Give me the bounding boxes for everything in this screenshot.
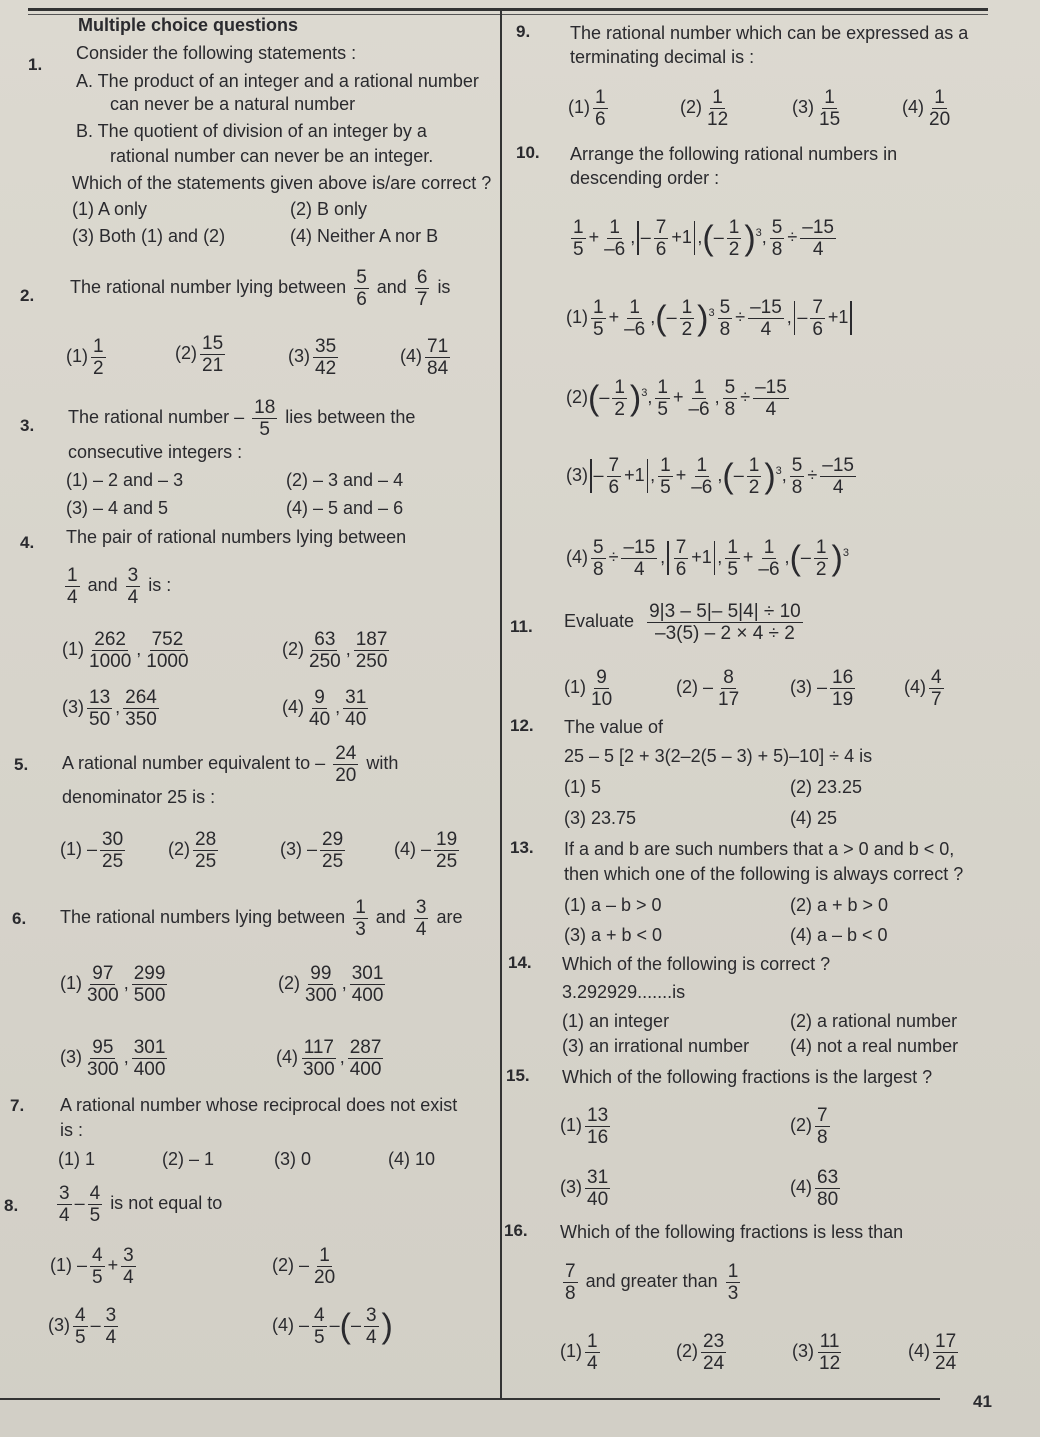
- option-1[interactable]: (1) 1: [58, 1149, 96, 1169]
- option-2[interactable]: (2) $\frac{23}{24}$: [676, 1330, 725, 1374]
- option-1[interactable]: (1) an integer: [562, 1011, 670, 1031]
- question-number: 8.: [4, 1196, 19, 1215]
- option-3[interactable]: (3) 23.75: [564, 808, 637, 828]
- question-number: 16.: [504, 1221, 528, 1240]
- option-4[interactable]: (4) $\frac{17}{24}$: [908, 1330, 957, 1374]
- option-3[interactable]: (3) $\frac{95}{300}$ , $\frac{301}{400}$: [60, 1036, 166, 1080]
- option-3[interactable]: (3) $\frac{1}{15}$: [792, 86, 841, 130]
- option-1[interactable]: (1) $\frac{1}{5}$ + $\frac{1}{-6}$ ,(– $\frac{1}{2}$ )$^3$ $\frac{5}{8}$ ÷ $\frac{-15}{4}$ , – $\frac{7}{6}$ +1: [566, 290, 854, 340]
- question-stem-cont: terminating decimal is :: [570, 47, 755, 67]
- expression-list: $\frac{1}{5}$ + $\frac{1}{-6}$ , – $\frac{7}{6}$ +1 ,(– $\frac{1}{2}$ )$^3$, $\frac{5}{8}$ ÷ $\frac{-15}{4}$: [573, 216, 834, 260]
- option-4[interactable]: (4) $\frac{71}{84}$: [400, 335, 449, 379]
- option-1[interactable]: (1) $\frac{9}{10}$: [564, 666, 613, 710]
- question-stem-cont: then which one of the following is always correct ?: [564, 864, 964, 884]
- column-divider: [500, 10, 502, 1400]
- option-1[interactable]: (1) $\frac{1}{2}$: [66, 335, 104, 379]
- question-stem: The pair of rational numbers lying between: [66, 527, 407, 547]
- question-number: 2.: [20, 286, 35, 305]
- option-4[interactable]: (4) 10: [388, 1149, 436, 1169]
- option-2[interactable]: (2) – $\frac{8}{17}$: [676, 666, 740, 710]
- question-number: 15.: [506, 1066, 530, 1085]
- question-stem: Consider the following statements :: [76, 43, 357, 63]
- option-2[interactable]: (2) B only: [290, 199, 368, 219]
- question-stem-cont: descending order :: [570, 168, 720, 188]
- question-stem: The rational number lying between $\frac{5}{6}$ and $\frac{6}{7}$ is: [70, 266, 451, 310]
- question-stem: The value of: [564, 717, 664, 737]
- option-2[interactable]: (2) – $\frac{1}{20}$: [272, 1244, 336, 1288]
- question-stem-cont: is :: [60, 1120, 84, 1140]
- option-1[interactable]: (1) $\frac{1}{4}$: [560, 1330, 598, 1374]
- fraction: $\frac{6}{7}$: [416, 266, 428, 310]
- option-3[interactable]: (3) – $\frac{7}{6}$ +1 , $\frac{1}{5}$ + $\frac{1}{-6}$ ,(– $\frac{1}{2}$ )$^3$, $\frac{5}{8}$ ÷ $\frac{-15}{4}$: [566, 454, 854, 498]
- option-1[interactable]: (1) – $\frac{4}{5}$ + $\frac{3}{4}$: [50, 1244, 134, 1288]
- option-3[interactable]: (3) $\frac{13}{50}$ , $\frac{264}{350}$: [62, 686, 157, 730]
- option-3[interactable]: (3) a + b < 0: [564, 925, 663, 945]
- option-2[interactable]: (2) $\frac{15}{21}$: [175, 332, 224, 376]
- bottom-rule: [0, 1398, 940, 1400]
- option-4[interactable]: (4) $\frac{4}{7}$: [904, 666, 942, 710]
- option-4[interactable]: (4) – $\frac{19}{25}$: [394, 828, 458, 872]
- option-1[interactable]: (1) A only: [72, 199, 148, 219]
- question-number: 7.: [10, 1096, 25, 1115]
- question-number: 13.: [510, 838, 534, 857]
- question-stem: The rational number which can be expressed as a: [570, 23, 969, 43]
- option-2[interactable]: (2) – 3 and – 4: [286, 470, 404, 490]
- question-stem: A rational number equivalent to – $\frac{24}{20}$ with: [62, 742, 399, 786]
- statement-b: B. The quotient of division of an integer by a: [76, 121, 427, 141]
- option-3[interactable]: (3) – $\frac{29}{25}$: [280, 828, 344, 872]
- option-1[interactable]: (1) a – b > 0: [564, 895, 662, 915]
- question-number: 11.: [510, 617, 533, 636]
- option-4[interactable]: (4) a – b < 0: [790, 925, 888, 945]
- question-number: 6.: [12, 909, 27, 928]
- question-number: 4.: [20, 533, 35, 552]
- fraction: $\frac{5}{6}$: [356, 266, 367, 310]
- question-number: 12.: [510, 716, 534, 735]
- option-2[interactable]: (2) $\frac{63}{250}$ , $\frac{187}{250}$: [282, 628, 388, 672]
- question-stem: A rational number whose reciprocal does not exist: [60, 1095, 458, 1115]
- option-4[interactable]: (4) 25: [790, 808, 838, 828]
- question-number: 3.: [20, 416, 35, 435]
- option-2[interactable]: (2) $\frac{28}{25}$: [168, 828, 217, 872]
- question-stem-cont: 3.292929.......is: [562, 982, 686, 1002]
- question-number: 10.: [516, 143, 540, 162]
- option-1[interactable]: (1) – $\frac{30}{25}$: [60, 828, 124, 872]
- question-ask: Which of the statements given above is/are correct ?: [72, 173, 492, 193]
- option-2[interactable]: (2) – 1: [162, 1149, 215, 1169]
- question-stem: Which of the following fractions is the largest ?: [562, 1067, 933, 1087]
- question-stem-cont: $\frac{1}{4}$ and $\frac{3}{4}$ is :: [67, 564, 172, 608]
- option-2[interactable]: (2) $\frac{1}{12}$: [680, 86, 729, 130]
- option-4[interactable]: (4) Neither A nor B: [290, 226, 439, 246]
- option-2[interactable]: (2)(– $\frac{1}{2}$ )$^3$, $\frac{1}{5}$ + $\frac{1}{-6}$ , $\frac{5}{8}$ ÷ $\frac{-15}{4}$: [566, 376, 787, 420]
- option-1[interactable]: (1) $\frac{1}{6}$: [568, 86, 606, 130]
- question-number: 1.: [28, 55, 43, 74]
- option-2[interactable]: (2) $\frac{7}{8}$: [790, 1104, 828, 1148]
- option-1[interactable]: (1) – 2 and – 3: [66, 470, 184, 490]
- statement-a: A. The product of an integer and a rational number: [76, 71, 479, 91]
- option-3[interactable]: (3) – $\frac{16}{19}$: [790, 666, 854, 710]
- question-stem-cont: consecutive integers :: [68, 442, 243, 462]
- question-stem: Which of the following fractions is less than: [560, 1222, 904, 1242]
- option-2[interactable]: (2) 23.25: [790, 777, 863, 797]
- option-1[interactable]: (1) $\frac{97}{300}$ , $\frac{299}{500}$: [60, 962, 166, 1006]
- option-3[interactable]: (3) an irrational number: [562, 1036, 750, 1056]
- option-1[interactable]: (1) 5: [564, 777, 602, 797]
- option-3[interactable]: (3) $\frac{4}{5}$ – $\frac{3}{4}$: [48, 1304, 117, 1348]
- option-4[interactable]: (4) $\frac{63}{80}$: [790, 1166, 839, 1210]
- option-4[interactable]: (4) $\frac{1}{20}$: [902, 86, 951, 130]
- option-2[interactable]: (2) $\frac{99}{300}$ , $\frac{301}{400}$: [278, 962, 384, 1006]
- option-3[interactable]: (3) $\frac{31}{40}$: [560, 1166, 609, 1210]
- question-number: 5.: [14, 755, 29, 774]
- option-3[interactable]: (3) $\frac{35}{42}$: [288, 335, 337, 379]
- option-3[interactable]: (3) $\frac{11}{12}$: [792, 1330, 841, 1374]
- option-4[interactable]: (4) – $\frac{4}{5}$ –(– $\frac{3}{4}$ ): [272, 1304, 393, 1348]
- option-3[interactable]: (3) 0: [274, 1149, 312, 1169]
- option-4[interactable]: (4) $\frac{117}{300}$ , $\frac{287}{400}$: [276, 1036, 382, 1080]
- page-number: 41: [973, 1392, 992, 1411]
- question-stem-cont: $\frac{7}{8}$ and greater than $\frac{1}{3}$: [565, 1260, 739, 1304]
- question-stem: Arrange the following rational numbers in: [570, 144, 898, 164]
- expression: 25 – 5 [2 + 3(2–2(5 – 3) + 5)–10] ÷ 4 is: [564, 746, 873, 766]
- question-stem: Evaluate $\frac{9|3 - 5|- 5|4| \div 10}{-3(5) - 2 \times 4 \div 2}$: [564, 600, 801, 644]
- option-4[interactable]: (4) $\frac{5}{8}$ ÷ $\frac{-15}{4}$ , $\frac{7}{6}$ +1 , $\frac{1}{5}$ + $\frac{1}{-6}$ ,(– $\frac{1}{2}$ )$^3$: [566, 536, 849, 580]
- section-title: Multiple choice questions: [78, 15, 299, 35]
- question-number: 14.: [508, 953, 532, 972]
- option-3[interactable]: (3) Both (1) and (2): [72, 226, 226, 246]
- question-stem: $\frac{3}{4}$ – $\frac{4}{5}$ is not equal to: [59, 1182, 223, 1226]
- option-4[interactable]: (4) not a real number: [790, 1036, 959, 1056]
- option-1[interactable]: (1) $\frac{262}{1000}$ , $\frac{752}{1000}$: [62, 628, 189, 672]
- option-3[interactable]: (3) – 4 and 5: [66, 498, 169, 518]
- question-number: 9.: [516, 22, 531, 41]
- question-stem: Which of the following is correct ?: [562, 954, 831, 974]
- question-stem-cont: denominator 25 is :: [62, 787, 216, 807]
- fraction: $\frac{18}{5}$: [254, 396, 276, 440]
- option-1[interactable]: (1) $\frac{13}{16}$: [560, 1104, 609, 1148]
- option-2[interactable]: (2) a rational number: [790, 1011, 958, 1031]
- option-4[interactable]: (4) – 5 and – 6: [286, 498, 404, 518]
- option-4[interactable]: (4) $\frac{9}{40}$ , $\frac{31}{40}$: [282, 686, 367, 730]
- question-stem: The rational numbers lying between $\frac{1}{3}$ and $\frac{3}{4}$ are: [60, 896, 463, 940]
- question-stem: If a and b are such numbers that a > 0 and b < 0,: [564, 839, 955, 859]
- statement-a-cont: can never be a natural number: [110, 94, 356, 114]
- question-stem: The rational number – $\frac{18}{5}$ lies between the: [68, 396, 416, 440]
- top-rule: [28, 8, 988, 11]
- statement-b-cont: rational number can never be an integer.: [110, 146, 434, 166]
- option-2[interactable]: (2) a + b > 0: [790, 895, 889, 915]
